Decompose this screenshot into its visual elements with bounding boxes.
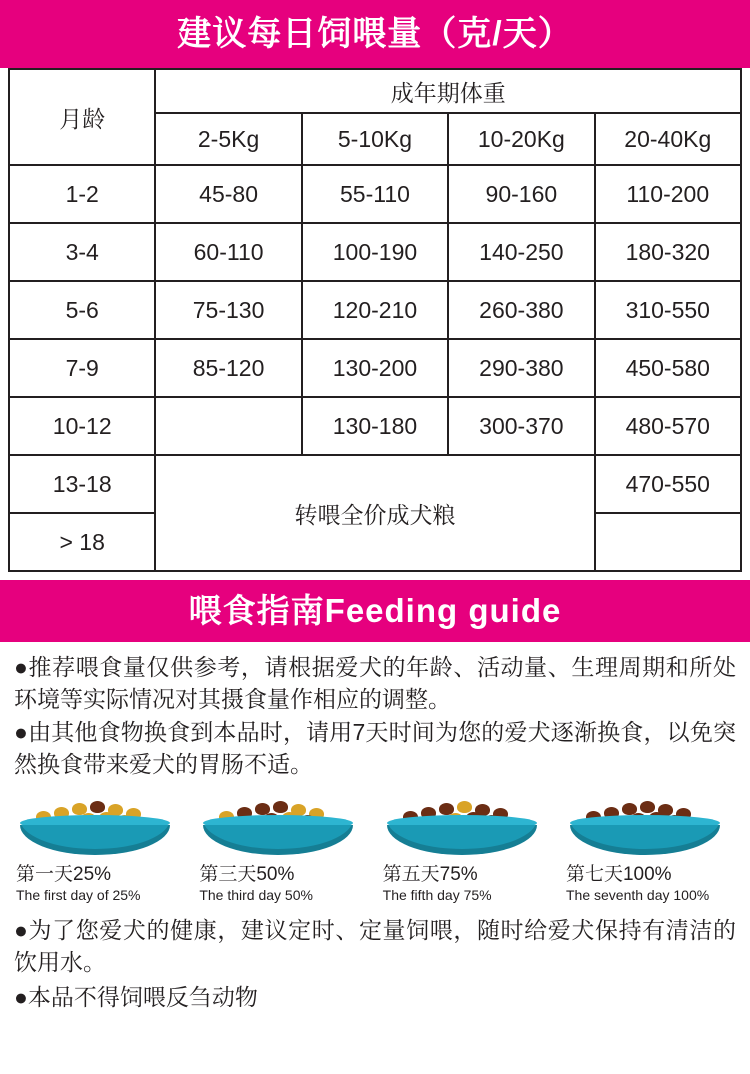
- table-header-row-1: [9, 69, 741, 113]
- bowl-body: [20, 825, 170, 855]
- cell-value: 90-160: [448, 165, 594, 223]
- cell-value: 55-110: [302, 165, 448, 223]
- transition-step: [16, 793, 184, 903]
- table-row: [9, 397, 741, 455]
- cell-value: 290-380: [448, 339, 594, 397]
- table-row: [9, 165, 741, 223]
- cell-value: 130-180: [302, 397, 448, 455]
- step-label-cn: 第七天100%: [565, 863, 672, 885]
- cell-value: 260-380: [448, 281, 594, 339]
- dog-bowl-icon: [203, 793, 353, 855]
- cell-value: 130-200: [302, 339, 448, 397]
- table-row: [9, 339, 741, 397]
- cell-value: 75-130: [155, 281, 301, 339]
- transition-step: [383, 793, 551, 903]
- cell-value: 110-200: [595, 165, 741, 223]
- dog-bowl-icon: [20, 793, 170, 855]
- header-weight-range: 20-40Kg: [595, 113, 741, 165]
- transition-steps: [0, 783, 750, 903]
- bowl-body: [570, 825, 720, 855]
- step-label-cn: 第三天50%: [199, 863, 295, 885]
- header-weight-range: 2-5Kg: [155, 113, 301, 165]
- header-weight-range: 5-10Kg: [302, 113, 448, 165]
- feeding-amount-banner: 建议每日饲喂量（克/天）: [0, 0, 750, 68]
- guide-paragraph-1: ●推荐喂食量仅供参考，请根据爱犬的年龄、活动量、生理周期和所处环境等实际情况对其摄食量作相应的调整。: [14, 654, 736, 712]
- cell-value-empty: [595, 513, 741, 571]
- cell-value: 480-570: [595, 397, 741, 455]
- cell-value: 180-320: [595, 223, 741, 281]
- cell-value: 140-250: [448, 223, 594, 281]
- cell-value: 300-370: [448, 397, 594, 455]
- feeding-guide-banner: 喂食指南Feeding guide: [0, 580, 750, 642]
- dog-bowl-icon: [387, 793, 537, 855]
- cell-age: 10-12: [9, 397, 155, 455]
- bowl-body: [387, 825, 537, 855]
- guide-section: [0, 642, 750, 781]
- table-row: [9, 223, 741, 281]
- step-label-en: The fifth day 75%: [382, 886, 492, 903]
- cell-age: 5-6: [9, 281, 155, 339]
- guide-paragraph-2: ●由其他食物换食到本品时，请用7天时间为您的爱犬逐渐换食，以免突然换食带来爱犬的胃肠不适。: [14, 719, 736, 778]
- cell-age: > 18: [9, 513, 155, 571]
- table-row: [9, 281, 741, 339]
- cell-value: 85-120: [155, 339, 301, 397]
- dog-bowl-icon: [570, 793, 720, 855]
- step-label-en: The seventh day 100%: [565, 886, 710, 903]
- guide-paragraph-4: ●本品不得饲喂反刍动物: [14, 984, 258, 1011]
- cell-age: 7-9: [9, 339, 155, 397]
- transition-step: [199, 793, 367, 903]
- cell-age: 13-18: [9, 455, 155, 513]
- cell-age: 3-4: [9, 223, 155, 281]
- guide-tail-section: [0, 903, 750, 1014]
- transition-step: [566, 793, 734, 903]
- cell-switch-note: 转喂全价成犬粮: [155, 455, 594, 571]
- bowl-body: [203, 825, 353, 855]
- step-label-cn: 第一天25%: [16, 863, 112, 885]
- cell-value: 450-580: [595, 339, 741, 397]
- cell-age: 1-2: [9, 165, 155, 223]
- table-row: [9, 455, 741, 513]
- cell-value: 100-190: [302, 223, 448, 281]
- cell-value: 470-550: [595, 455, 741, 513]
- header-weight-range: 10-20Kg: [448, 113, 594, 165]
- cell-value: 120-210: [302, 281, 448, 339]
- guide-paragraph-3: ●为了您爱犬的健康，建议定时、定量饲喂，随时给爱犬保持有清洁的饮用水。: [14, 916, 736, 975]
- header-age: 月龄: [9, 69, 155, 165]
- cell-value-empty: [155, 397, 301, 455]
- step-label-en: The third day 50%: [199, 886, 313, 903]
- header-adult-weight: 成年期体重: [155, 69, 741, 113]
- cell-value: 60-110: [155, 223, 301, 281]
- cell-value: 45-80: [155, 165, 301, 223]
- feeding-table-wrap: [0, 68, 750, 572]
- step-label-en: The first day of 25%: [16, 886, 141, 903]
- cell-value: 310-550: [595, 281, 741, 339]
- feeding-amount-table: [8, 68, 742, 572]
- step-label-cn: 第五天75%: [382, 863, 478, 885]
